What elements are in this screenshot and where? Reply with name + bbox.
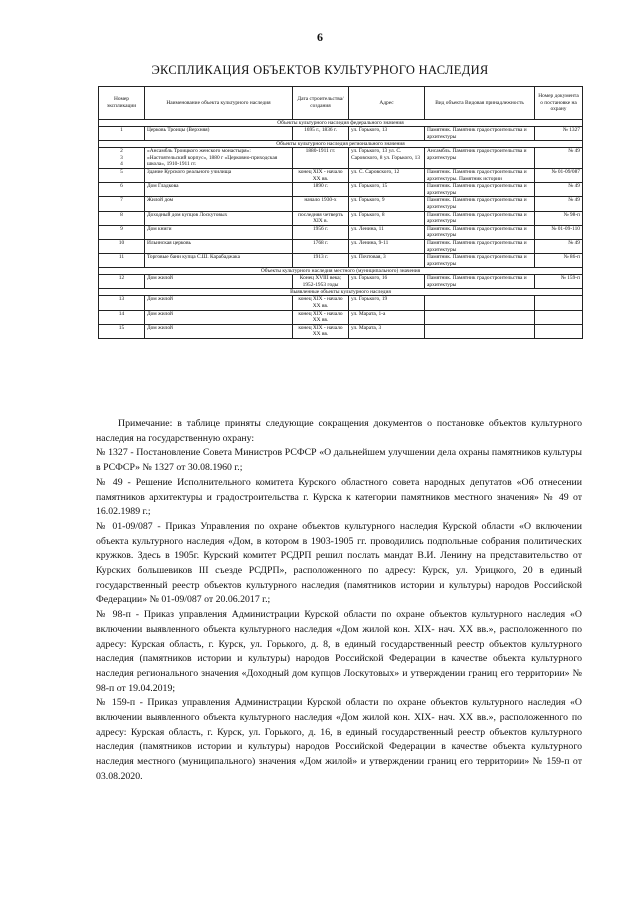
cell-document: № 49: [535, 239, 583, 253]
note-block: [96, 417, 582, 785]
cell-address: ул. Почтовая, 3: [349, 254, 425, 268]
cell-address: ул. Марата, 3: [349, 324, 425, 338]
page-number: 6: [317, 30, 323, 44]
table-row: [99, 239, 583, 253]
cell-address: ул. Горького, 13: [349, 127, 425, 141]
section-title: Выявленные объекты культурного наследия: [99, 289, 583, 296]
cell-name: Дом жилой: [145, 310, 293, 324]
cell-address: ул. С. Саровского, 12: [349, 168, 425, 182]
cell-address: ул. Горького, 8: [349, 211, 425, 225]
cell-type: Ансамбль. Памятник градостроительства и архитектуры: [425, 148, 535, 169]
cell-number: 2 3 4: [99, 148, 145, 169]
cell-type: Памятник. Памятник градостроительства и архитектуры: [425, 254, 535, 268]
header-number: Номер экспликации: [99, 87, 145, 120]
cell-address: ул. Горького, 16: [349, 275, 425, 289]
cell-name: Дом жилой: [145, 296, 293, 310]
cell-document: № 01-09-110: [535, 225, 583, 239]
cell-date: 1956 г.: [293, 225, 349, 239]
cell-date: конец XIX - начало XX вв.: [293, 324, 349, 338]
section-header-row: [99, 289, 583, 296]
cell-name: Ильинская церковь: [145, 239, 293, 253]
cell-number: 13: [99, 296, 145, 310]
cell-type: [425, 310, 535, 324]
cell-name: Дом жилой: [145, 324, 293, 338]
note-paragraph: Примечание: в таблице приняты следующие сокращения документов о постановке объектов культурного наследия на государственную охрану:: [96, 418, 582, 444]
cell-date: Конец XVIII века; 1952-1953 годы: [293, 275, 349, 289]
note-paragraph: № 49 - Решение Исполнительного комитета Курского областного совета народных депутатов «Об отнесении памятников архитектуры и градостроительства г. Курска к категории памятников местного значения» № 49 от 16.02.1989 г.;: [96, 476, 582, 518]
document-title: ЭКСПЛИКАЦИЯ ОБЪЕКТОВ КУЛЬТУРНОГО НАСЛЕДИЯ: [151, 63, 489, 77]
cell-name: Торговые бани купца С.Ш. Карабаджака: [145, 254, 293, 268]
table-body: [99, 120, 583, 339]
cell-type: Памятник. Памятник градостроительства и архитектуры: [425, 225, 535, 239]
cell-document: № 49: [535, 148, 583, 169]
table-row: [99, 183, 583, 197]
cell-type: Памятник. Памятник градостроительства и архитектуры: [425, 275, 535, 289]
cell-name: Церковь Троицы (Верхняя): [145, 127, 293, 141]
cell-type: Памятник. Памятник градостроительства и архитектуры. Памятник истории: [425, 168, 535, 182]
cell-document: № 49: [535, 183, 583, 197]
table-row: [99, 324, 583, 338]
header-address: Адрес: [349, 87, 425, 120]
cell-number: 15: [99, 324, 145, 338]
table-row: [99, 211, 583, 225]
cell-document: № 1327: [535, 127, 583, 141]
table-row: [99, 254, 583, 268]
cell-document: [535, 324, 583, 338]
cell-name: Жилой дом: [145, 197, 293, 211]
cell-type: Памятник. Памятник градостроительства и архитектуры: [425, 239, 535, 253]
cell-date: 1768 г.: [293, 239, 349, 253]
cell-document: № 01-09/087: [535, 168, 583, 182]
cell-date: последняя четверть XIX в.: [293, 211, 349, 225]
cell-name: Здание Курского реального училища: [145, 168, 293, 182]
table-header-row: [99, 87, 583, 120]
cell-address: ул. Горького, 15: [349, 183, 425, 197]
cell-name: Дом Гладкова: [145, 183, 293, 197]
cell-document: № 98-п: [535, 211, 583, 225]
cell-number: 1: [99, 127, 145, 141]
cell-number: 9: [99, 225, 145, 239]
note-paragraph: № 1327 - Постановление Совета Министров РСФСР «О дальнейшем улучшении дела охраны памятников культуры в РСФСР» № 1327 от 30.08.1960 г.;: [96, 447, 582, 474]
cell-date: конец XIX - начало XX вв.: [293, 310, 349, 324]
cell-number: 7: [99, 197, 145, 211]
cell-number: 14: [99, 310, 145, 324]
header-date: Дата строительства/ создания: [293, 87, 349, 120]
cell-address: ул. Горького, 13 ул. С. Саровского, 8 ул. Горького, 13: [349, 148, 425, 169]
cell-type: Памятник. Памятник градостроительства и архитектуры: [425, 211, 535, 225]
cell-document: [535, 310, 583, 324]
header-document: Номер документа о постановке на охрану: [535, 87, 583, 120]
table-row: [99, 275, 583, 289]
section-title: Объекты культурного наследия местного (муниципального) значения: [99, 268, 583, 275]
table-row: [99, 168, 583, 182]
note-paragraph: № 159-п - Приказ управления Администрации Курской области по охране объектов культурного наследия «О включении выявленного объекта культурного наследия «Дом жилой кон. XIX- нач. XX вв.», расположенного по адресу: Курская область, г. Курск, ул. Горького, д. 16, в единый государственный реестр объектов культурного наследия (памятников истории и культуры) народов Российской Федерации в качестве объекта культурного наследия местного (муниципального) значения «Дом жилой» и утверждении границ его территории» № 159-п от 03.08.2020.: [96, 697, 582, 782]
cell-type: [425, 296, 535, 310]
table-row: [99, 148, 583, 169]
cell-address: ул. Горького, 19: [349, 296, 425, 310]
cell-date: начало 1930-х: [293, 197, 349, 211]
cell-address: ул. Ленина, 9-11: [349, 239, 425, 253]
cell-date: конец XIX - начало XX вв.: [293, 296, 349, 310]
cell-number: 11: [99, 254, 145, 268]
cell-date: 1913 г.: [293, 254, 349, 268]
table-row: [99, 197, 583, 211]
note-paragraph: № 01-09/087 - Приказ Управления по охране объектов культурного наследия Курской области «О включении объекта культурного наследия «Дом, в котором в 1903-1905 гг. проводились подпольные собрания политических кружков. Здесь в 1905г. Курский комитет РСДРП решил послать мандат В.И. Ленину на представительство от Курских большевиков III съезде РСДРП», расположенного по адресу: Курск, ул. Урицкого, 20 в единый государственный реестр объектов культурного наследия (памятников истории и культуры) народов Российской Федерации» № 01-09/087 от 20.06.2017 г.;: [96, 520, 582, 606]
cell-date: конец XIX - начало XX вв.: [293, 168, 349, 182]
cell-document: № 86-п: [535, 254, 583, 268]
section-header-row: [99, 268, 583, 275]
heritage-table: [98, 86, 583, 339]
cell-date: 1695 г., 1836 г.: [293, 127, 349, 141]
cell-name: «Ансамбль Троицкого женского монастыря»: «Настоятельский корпус», 1880 г «Церковно-приходская школа», 1910-1911 гг.: [145, 148, 293, 169]
table-row: [99, 225, 583, 239]
cell-address: ул. Ленина, 11: [349, 225, 425, 239]
cell-number: 8: [99, 211, 145, 225]
cell-number: 6: [99, 183, 145, 197]
section-header-row: [99, 120, 583, 127]
cell-number: 5: [99, 168, 145, 182]
header-type: Вид объекта Видовая принадлежность: [425, 87, 535, 120]
cell-document: № 159-п: [535, 275, 583, 289]
cell-type: Памятник. Памятник градостроительства и архитектуры: [425, 127, 535, 141]
cell-number: 12: [99, 275, 145, 289]
cell-type: Памятник. Памятник градостроительства и архитектуры: [425, 183, 535, 197]
cell-type: [425, 324, 535, 338]
cell-date: 1890 г.: [293, 183, 349, 197]
cell-number: 10: [99, 239, 145, 253]
cell-address: ул. Марата, 1-а: [349, 310, 425, 324]
cell-document: [535, 296, 583, 310]
cell-name: Дом книги: [145, 225, 293, 239]
section-title: Объекты культурного наследия федерального значения: [99, 120, 583, 127]
cell-date: 1880-1911 гг.: [293, 148, 349, 169]
cell-name: Доходный дом купцов Лоскутовых: [145, 211, 293, 225]
table-row: [99, 127, 583, 141]
section-header-row: [99, 141, 583, 148]
section-title: Объекты культурного наследия регионального значения: [99, 141, 583, 148]
cell-type: Памятник. Памятник градостроительства и архитектуры: [425, 197, 535, 211]
header-name: Наименование объекта культурного наследия: [145, 87, 293, 120]
cell-document: № 49: [535, 197, 583, 211]
table-row: [99, 310, 583, 324]
note-paragraph: № 98-п - Приказ управления Администрации Курской области по охране объектов культурного наследия «О включении выявленного объекта культурного наследия «Дом жилой кон. XIX- нач. XX вв.», расположенного по адресу: Курская область, г. Курск, ул. Горького, д. 8, в единый государственный реестр объектов культурного наследия (памятников истории и культуры) народов Российской Федерации в качестве объекта культурного наследия регионального значения «Доходный дом купцов Лоскутовых» и утверждении границ его территории» № 98-п от 19.04.2019;: [96, 609, 582, 694]
cell-address: ул. Горького, 9: [349, 197, 425, 211]
cell-name: Дом жилой: [145, 275, 293, 289]
table-row: [99, 296, 583, 310]
